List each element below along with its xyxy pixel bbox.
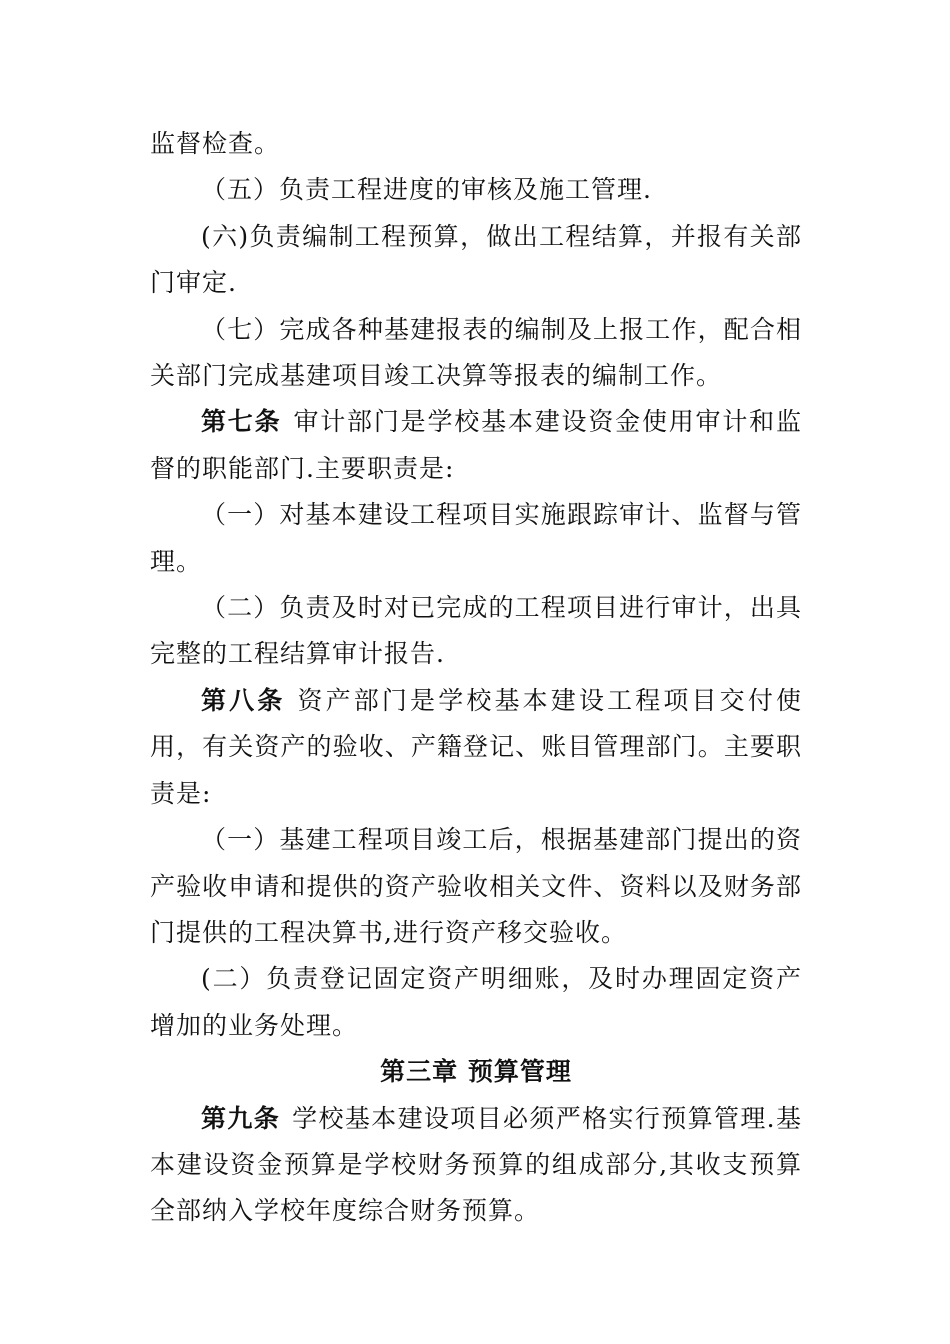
paragraph-text: (六)负责编制工程预算，做出工程结算，并报有关部门审定. <box>150 221 802 298</box>
article-label: 第九条 <box>201 1103 281 1133</box>
paragraph-text: 学校基本建设项目必须严格实行预算管理.基本建设资金预算是学校财务预算的组成部分,其收支预算全部纳入学校年度综合财务预算。 <box>150 1103 802 1226</box>
paragraph-text: 审计部门是学校基本建设资金使用审计和监督的职能部门.主要职责是: <box>150 407 802 483</box>
paragraph-audit-item-2 <box>150 585 802 678</box>
paragraph-audit-item-1 <box>150 492 802 585</box>
paragraph-continuation <box>150 121 802 167</box>
paragraph-item-6 <box>150 214 802 307</box>
document-body <box>150 121 802 1235</box>
paragraph-text: (二）负责登记固定资产明细账，及时办理固定资产增加的业务处理。 <box>150 964 802 1040</box>
article-label: 第八条 <box>201 685 286 715</box>
article-8 <box>150 678 802 817</box>
paragraph-item-5 <box>150 167 802 213</box>
paragraph-asset-item-1 <box>150 817 802 956</box>
paragraph-text: 监督检查。 <box>150 129 281 158</box>
paragraph-item-7 <box>150 307 802 400</box>
paragraph-text: （二）负责及时对已完成的工程项目进行审计，出具完整的工程结算审计报告. <box>150 593 802 669</box>
article-label: 第七条 <box>201 407 282 437</box>
paragraph-text: （五）负责工程进度的审核及施工管理. <box>201 175 652 205</box>
article-9 <box>150 1096 802 1235</box>
paragraph-text: （一）对基本建设工程项目实施跟踪审计、监督与管理。 <box>150 500 802 576</box>
paragraph-text: 资产部门是学校基本建设工程项目交付使用，有关资产的验收、产籍登记、账目管理部门。主要职责是: <box>150 685 802 808</box>
chapter-heading: 第三章 预算管理 <box>380 1057 572 1087</box>
paragraph-text: （一）基建工程项目竣工后，根据基建部门提出的资产验收申请和提供的资产验收相关文件、资料以及财务部门提供的工程决算书,进行资产移交验收。 <box>150 825 802 947</box>
paragraph-text: （七）完成各种基建报表的编制及上报工作，配合相关部门完成基建项目竣工决算等报表的编制工作。 <box>150 314 802 391</box>
paragraph-asset-item-2 <box>150 956 802 1049</box>
article-7 <box>150 399 802 492</box>
